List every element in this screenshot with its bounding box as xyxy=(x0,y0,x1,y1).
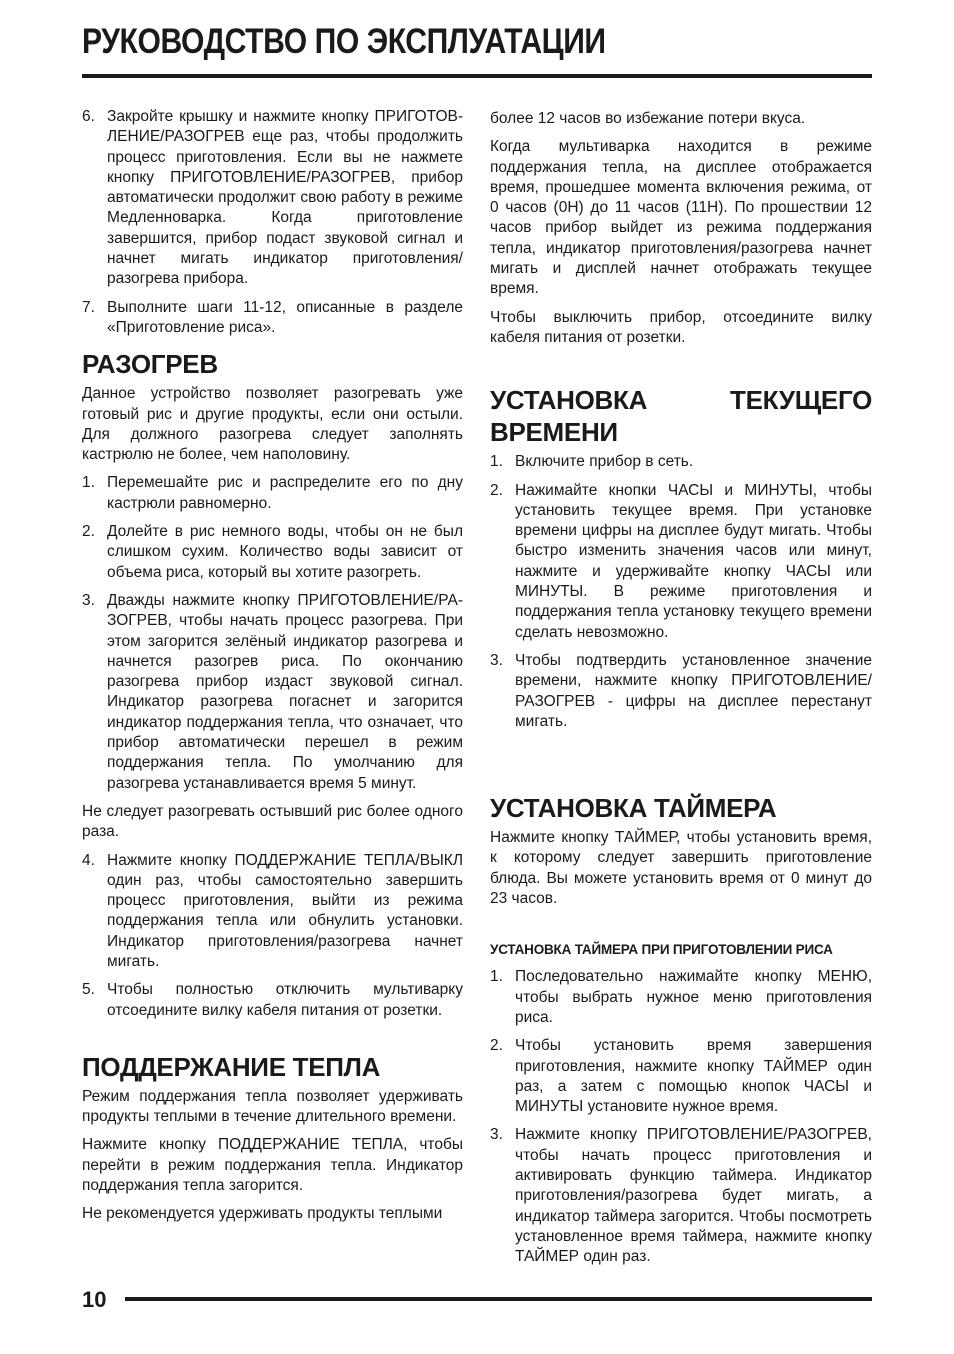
section-heading-reheat: РАЗОГРЕВ xyxy=(82,349,218,380)
list-item: 2. Долейте в рис немного воды, чтобы он не был слишком сухим. Количество воды зависит от объема риса, который вы хотите разогреть. xyxy=(82,523,463,581)
list-item: 5. Чтобы полностью отключить мультиварку отсоедините вилку кабеля питания от розетки. xyxy=(82,981,463,1019)
keep-warm-paragraph: более 12 часов во избежание потери вкуса. xyxy=(490,110,806,127)
section-heading-keep-warm: ПОДДЕРЖАНИЕ ТЕПЛА xyxy=(82,1051,381,1082)
page-title: РУКОВОДСТВО ПО ЭКСПЛУАТАЦИИ xyxy=(82,22,606,61)
list-item: 3. Чтобы подтвердить установленное значение времени, нажмите кнопку ПРИГОТОВЛЕНИЕ/РАЗОГРЕВ - цифры на дисплее перестанут мигать. xyxy=(490,651,872,730)
section-heading-set-timer: УСТАНОВКА ТАЙМЕРА xyxy=(490,793,777,824)
keep-warm-paragraph: Режим поддержания тепла позволяет удерживать продукты теплыми в течение длительного времени. xyxy=(82,1087,463,1126)
page-number: 10 xyxy=(82,1287,107,1312)
keep-warm-paragraph: Нажмите кнопку ПОДДЕРЖАНИЕ ТЕПЛА, чтобы перейти в режим поддержания тепла. Индикатор поддержания тепла загорится. xyxy=(82,1136,463,1195)
keep-warm-paragraph: Не рекомендуется удерживать продукты теплыми xyxy=(82,1205,443,1223)
list-item: 1. Последовательно нажимайте кнопку МЕНЮ, чтобы выбрать нужное меню приготовления риса. xyxy=(490,968,872,1026)
list-item: 1. Перемешайте рис и распределите его по дну кастрюли равномерно. xyxy=(82,474,463,512)
list-item: 6. Закройте крышку и нажмите кнопку ПРИГОТОВ-ЛЕНИЕ/РАЗОГРЕВ еще раз, чтобы продолжить процесс приготовления. Если вы не нажмете кнопку ПРИГОТОВЛЕНИЕ/РАЗОГРЕВ, прибор автоматически продолжит свою работу в режиме Медленноварка. Когда приготовление завершится, прибор подаст звуковой сигнал и начнет мигать индикатор приготовления/разогрева прибора. xyxy=(82,108,463,288)
right-column xyxy=(490,109,872,1275)
list-item: 4. Нажмите кнопку ПОДДЕРЖАНИЕ ТЕПЛА/ВЫКЛ один раз, чтобы самостоятельно завершить процесс приготовления, выйти из режима поддержания тепла или обнулить установки. Индикатор приготовления/разогрева начнет мигать. xyxy=(82,851,463,970)
intro-steps-list xyxy=(82,107,463,338)
list-item: 3. Дважды нажмите кнопку ПРИГОТОВЛЕНИЕ/РА-ЗОГРЕВ, чтобы начать процесс разогрева. При этом загорится зелёный индикатор разогрева и начнется разогрев риса. По окончанию разогрева прибор издаст звуковой сигнал. Индикатор разогрева погаснет и загорится индикатор поддержания тепла, что означает, что прибор автоматически перешел в режим поддержания тепла. По умолчанию для разогрева устанавливается время 5 минут. xyxy=(82,591,463,792)
set-time-steps-list xyxy=(490,452,872,732)
title-divider xyxy=(82,74,872,78)
footer-divider xyxy=(125,1297,872,1301)
left-column xyxy=(82,107,463,1233)
set-timer-steps-list xyxy=(490,967,872,1267)
list-item: 1. Включите прибор в сеть. xyxy=(490,453,694,471)
list-item: 7. Выполните шаги 11-12, описанные в разделе «Приготовление риса». xyxy=(82,298,463,336)
list-item: 2. Нажимайте кнопки ЧАСЫ и МИНУТЫ, чтобы установить текущее время. При установке времени цифры на дисплее будут мигать. Чтобы быстро изменить значения часов или минут, нажмите и удерживайте кнопку ЧАСЫ или МИНУТЫ. В режиме приготовления и поддержания тепла установку текущего времени сделать невозможно. xyxy=(490,481,872,641)
reheat-steps-list xyxy=(82,473,463,793)
reheat-steps-list-continued xyxy=(82,851,463,1021)
section-heading-set-time: УСТАНОВКА ТЕКУЩЕГО ВРЕМЕНИ xyxy=(490,385,872,448)
keep-warm-paragraph: Чтобы выключить прибор, отсоедините вилку кабеля питания от розетки. xyxy=(490,308,872,346)
list-item: 3. Нажмите кнопку ПРИГОТОВЛЕНИЕ/РАЗОГРЕВ, чтобы начать процесс приготовления и активировать функцию таймера. Индикатор приготовления/разогрева будет мигать, а индикатор таймера загорится. Чтобы посмотреть установленное время таймера, нажмите кнопку ТАЙМЕР один раз. xyxy=(490,1126,872,1266)
reheat-intro: Данное устройство позволяет разогревать уже готовый рис и другие продукты, если они остыли. Для должного разогрева следует заполнять кастрюлю не более, чем наполовину. xyxy=(82,385,463,464)
keep-warm-paragraph: Когда мультиварка находится в режиме поддержания тепла, на дисплее отображается время, прошедшее момента включения режима, от 0 часов (0H) до 11 часов (11H). По прошествии 12 часов прибор выйдет из режима поддержания тепла, индикатор приготовления/разогрева начнет мигать и дисплей начнет отображать текущее время. xyxy=(490,138,872,298)
reheat-note: Не следует разогревать остывший рис более одного раза. xyxy=(82,802,463,841)
subsection-heading-rice-timer: УСТАНОВКА ТАЙМЕРА ПРИ ПРИГОТОВЛЕНИИ РИСА xyxy=(490,942,833,958)
set-timer-intro: Нажмите кнопку ТАЙМЕР, чтобы установить время, к которому следует завершить приготовление блюда. Вы можете установить время от 0 минут до 23 часов. xyxy=(490,829,872,908)
list-item: 2. Чтобы установить время завершения приготовления, нажмите кнопку ТАЙМЕР один раз, а затем с помощью кнопок ЧАСЫ и МИНУТЫ установите нужное время. xyxy=(490,1037,872,1116)
